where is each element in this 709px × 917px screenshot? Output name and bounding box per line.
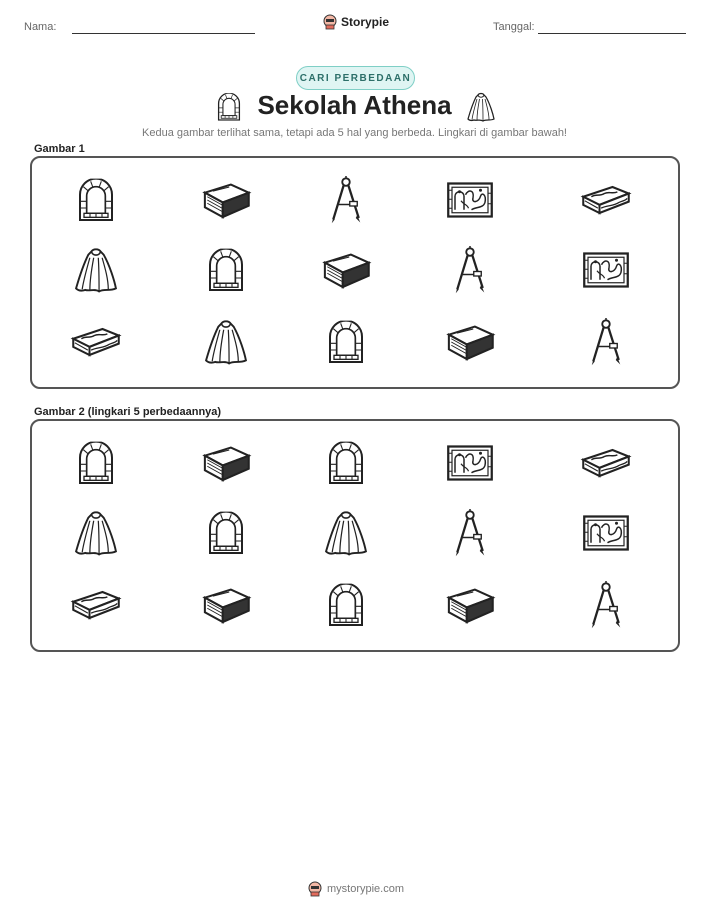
stone-block-icon (70, 324, 122, 360)
book-icon[interactable] (200, 584, 252, 626)
brand-name: Storypie (341, 15, 390, 29)
page-title: Sekolah Athena (257, 90, 452, 120)
name-label: Nama: (24, 21, 57, 33)
title-cloak-icon (466, 92, 496, 122)
date-field[interactable] (538, 33, 686, 34)
book-icon[interactable] (444, 584, 496, 626)
panel1-label: Gambar 1 (34, 143, 85, 155)
compass-icon (327, 176, 365, 224)
cloak-icon (73, 247, 119, 293)
fresco-icon[interactable] (446, 443, 494, 483)
mascot-icon (323, 14, 337, 30)
date-label: Tanggal: (493, 21, 535, 33)
arch-window-icon[interactable] (326, 583, 366, 627)
cloak-icon (203, 319, 249, 365)
book-icon (444, 321, 496, 363)
footer (308, 881, 404, 897)
arch-window-icon[interactable] (326, 441, 366, 485)
arch-window-icon[interactable] (76, 441, 116, 485)
stone-block-icon[interactable] (580, 445, 632, 481)
fresco-icon[interactable] (582, 513, 630, 553)
stone-block-icon (580, 182, 632, 218)
arch-window-icon (76, 178, 116, 222)
picture-2-panel[interactable] (30, 419, 680, 652)
title-arch-icon (216, 93, 242, 121)
fresco-icon (582, 250, 630, 290)
panel2-label: Gambar 2 (lingkari 5 perbedaannya) (34, 406, 222, 418)
cloak-icon[interactable] (323, 510, 369, 556)
brand-logo (323, 14, 389, 30)
stone-block-icon[interactable] (70, 587, 122, 623)
instructions: Kedua gambar terlihat sama, tetapi ada 5 hal yang berbeda. Lingkari di gambar bawah! (142, 127, 567, 139)
category-badge: CARI PERBEDAAN (296, 66, 415, 90)
compass-icon[interactable] (451, 509, 489, 557)
fresco-icon (446, 180, 494, 220)
footer-mascot-icon (308, 881, 322, 897)
cloak-icon[interactable] (73, 510, 119, 556)
arch-window-icon[interactable] (206, 511, 246, 555)
compass-icon (587, 318, 625, 366)
book-icon[interactable] (200, 442, 252, 484)
book-icon (320, 249, 372, 291)
compass-icon (451, 246, 489, 294)
footer-url[interactable]: mystorypie.com (327, 883, 405, 895)
name-field[interactable] (72, 33, 255, 34)
arch-window-icon (326, 320, 366, 364)
book-icon (200, 179, 252, 221)
picture-1-panel (30, 156, 680, 389)
compass-icon[interactable] (587, 581, 625, 629)
arch-window-icon (206, 248, 246, 292)
